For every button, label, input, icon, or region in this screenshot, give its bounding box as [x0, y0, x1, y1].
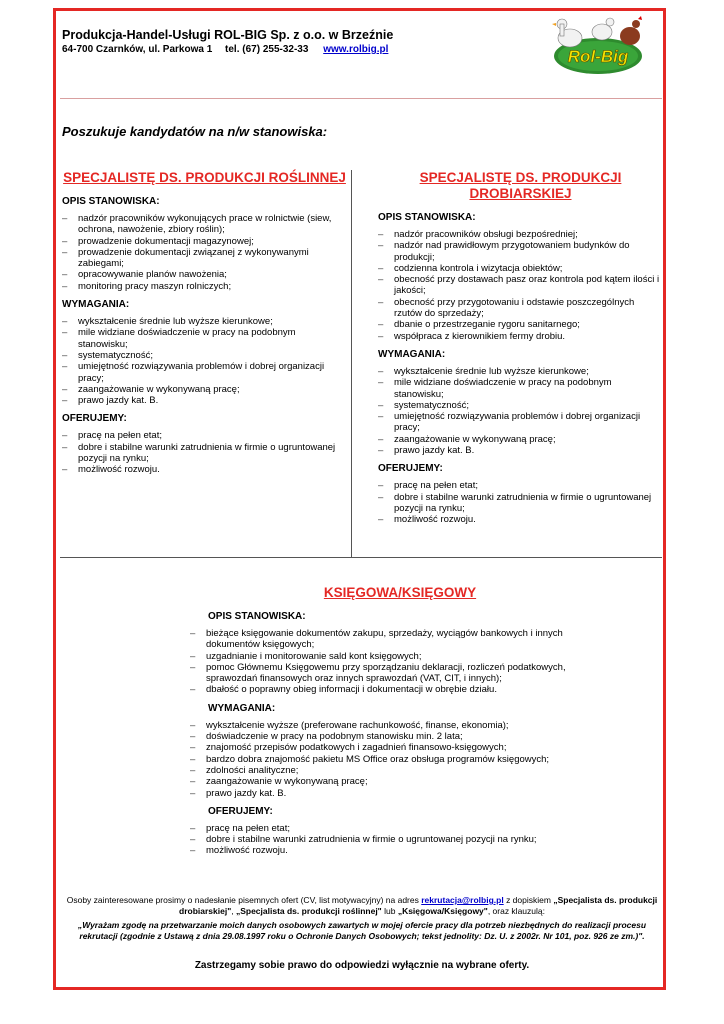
requirements-label: WYMAGANIA:: [208, 702, 276, 714]
list-item: – zdolności analityczne;: [206, 765, 610, 776]
requirements-label: WYMAGANIA:: [378, 348, 446, 360]
offer-list: [62, 430, 347, 475]
recruitment-email-link[interactable]: rekrutacja@rolbig.pl: [421, 895, 504, 905]
job-plant-production: [62, 170, 347, 483]
job-title: KSIĘGOWA/KSIĘGOWY: [323, 585, 477, 600]
list-item: – monitoring pracy maszyn rolniczych;: [78, 281, 347, 292]
offer-label: OFERUJEMY:: [208, 805, 273, 817]
requirements-label: WYMAGANIA:: [62, 299, 130, 311]
list-item: – prawo jazdy kat. B.: [206, 788, 610, 799]
instructions-intro: Osoby zainteresowane prosimy o nadesłanie pisemnych ofert (CV, list motywacyjny) na adres: [66, 895, 419, 905]
list-item: – znajomość przepisów podatkowych i zagadnień finansowo-księgowych;: [206, 742, 610, 753]
company-contact: [62, 44, 388, 55]
list-item: – wykształcenie wyższe (preferowane rachunkowość, finanse, ekonomia);: [206, 720, 610, 731]
offer-list: [190, 823, 610, 857]
list-item: – prowadzenie dokumentacji magazynowej;: [78, 236, 347, 247]
list-item: – współpraca z kierownikiem fermy drobiu.: [394, 331, 663, 342]
job-title: SPECJALISTĘ DS. PRODUKCJI DROBIARSKIEJ: [419, 170, 622, 201]
header-divider: [60, 98, 662, 99]
tag-poultry: „Specjalista ds. produkcji drobiarskiej": [179, 895, 658, 916]
instructions-or: lub: [384, 905, 396, 916]
list-item: – doświadczenie w pracy na podobnym stanowisku min. 2 lata;: [206, 731, 610, 742]
application-instructions: Osoby zainteresowane prosimy o nadesłanie pisemnych ofert (CV, list motywacyjny) na adres rekrutacja@rolbig.pl z dopiskiem „Specjalista ds. produkcji drobiarskiej", „Specjalista ds. produkcji roślinnej" lub „Księgowa/Księgowy", oraz klauzulą:: [66, 895, 658, 916]
list-item: – bardzo dobra znajomość pakietu MS Office oraz obsługa programów księgowych;: [206, 754, 610, 765]
column-divider: [351, 170, 352, 558]
job-poultry-production: [378, 170, 663, 533]
company-name: Produkcja-Handel-Usługi ROL-BIG Sp. z o.o. w Brzeźnie: [62, 28, 394, 42]
list-item: – umiejętność rozwiązywania problemów i dobrej organizacji pracy;: [78, 361, 347, 384]
offer-list: [378, 480, 663, 525]
company-phone: tel. (67) 255-32-33: [225, 44, 309, 55]
list-item: – prawo jazdy kat. B.: [394, 445, 663, 456]
offer-label: OFERUJEMY:: [378, 463, 443, 475]
rolbig-logo: [540, 12, 652, 82]
list-item: – dbałość o poprawny obieg informacji i dokumentacji w obrębie działu.: [206, 684, 610, 695]
company-website-link[interactable]: www.rolbig.pl: [323, 44, 389, 55]
list-item: – pracę na pełen etat;: [78, 430, 347, 441]
list-item: – możliwość rozwoju.: [78, 464, 347, 475]
description-list: [190, 628, 610, 696]
description-list: [378, 229, 663, 342]
list-item: – dobre i stabilne warunki zatrudnienia w firmie o ugruntowanej pozycji na rynku;: [394, 492, 663, 515]
list-item: – prawo jazdy kat. B.: [78, 395, 347, 406]
tag-accountant: „Księgowa/Księgowy": [397, 905, 488, 916]
offer-label: OFERUJEMY:: [62, 413, 127, 425]
description-label: OPIS STANOWISKA:: [208, 611, 306, 622]
list-item: – wykształcenie średnie lub wyższe kierunkowe;: [78, 316, 347, 327]
requirements-list: [190, 720, 610, 799]
page-headline: Poszukuje kandydatów na n/w stanowiska:: [62, 124, 328, 139]
list-item: – dobre i stabilne warunki zatrudnienia w firmie o ugruntowanej pozycji na rynku;: [78, 442, 347, 465]
company-address: 64-700 Czarnków, ul. Parkowa 1: [62, 44, 213, 55]
list-item: – opracowywanie planów nawożenia;: [78, 269, 347, 280]
list-item: – uzgadnianie i monitorowanie sald kont księgowych;: [206, 651, 610, 662]
list-item: – pracę na pełen etat;: [206, 823, 610, 834]
list-item: – obecność przy przygotowaniu i odstawie poszczególnych rzutów do sprzedaży;: [394, 297, 663, 320]
list-item: – pomoc Głównemu Księgowemu przy sporządzaniu deklaracji, rozliczeń podatkowych, sprawozdań finansowych oraz innych sprawozdań (VAT, CIT, i innych);: [206, 662, 610, 685]
tag-plant: „Specjalista ds. produkcji roślinnej": [235, 905, 382, 916]
instructions-end: , oraz klauzulą:: [487, 905, 545, 916]
requirements-list: [62, 316, 347, 406]
list-item: – zaangażowanie w wykonywaną pracę;: [78, 384, 347, 395]
list-item: – dbanie o przestrzeganie rygoru sanitarnego;: [394, 319, 663, 330]
reservation-note: Zastrzegamy sobie prawo do odpowiedzi wyłącznie na wybrane oferty.: [194, 960, 530, 971]
instructions-mid: z dopiskiem: [506, 895, 551, 905]
job-title: SPECJALISTĘ DS. PRODUKCJI ROŚLINNEJ: [63, 170, 346, 185]
requirements-list: [378, 366, 663, 456]
list-item: – dobre i stabilne warunki zatrudnienia w firmie o ugruntowanej pozycji na rynku;: [206, 834, 610, 845]
list-item: – prowadzenie dokumentacji związanej z wykonywanymi zabiegami;: [78, 247, 347, 270]
list-item: – obecność przy dostawach pasz oraz kontrola pod kątem ilości i jakości;: [394, 274, 663, 297]
list-item: – systematyczność;: [394, 400, 663, 411]
data-consent-clause: „Wyrażam zgodę na przetwarzanie moich danych osobowych zawartych w mojej ofercie pracy dla potrzeb niezbędnych do realizacji procesu rekrutacji (zgodnie z Ustawą z dnia 29.08.1997 roku o Ochronie Danych Osobowych; tekst jednolity: Dz. U. z 2002r. Nr 101, poz. 926 ze zm.)".: [77, 920, 647, 941]
description-label: OPIS STANOWISKA:: [62, 196, 160, 207]
list-item: – wykształcenie średnie lub wyższe kierunkowe;: [394, 366, 663, 377]
list-item: – możliwość rozwoju.: [206, 845, 610, 856]
list-item: – bieżące księgowanie dokumentów zakupu, sprzedaży, wyciągów bankowych i innych dokumentów księgowych;: [206, 628, 610, 651]
logo-text: Rol-Big: [567, 47, 629, 66]
list-item: – systematyczność;: [78, 350, 347, 361]
list-item: – nadzór pracowników obsługi bezpośredniej;: [394, 229, 663, 240]
description-list: [62, 213, 347, 292]
job-accountant: [190, 585, 610, 864]
list-item: – codzienna kontrola i wizytacja obiektów;: [394, 263, 663, 274]
list-item: – nadzór nad prawidłowym przygotowaniem budynków do produkcji;: [394, 240, 663, 263]
description-label: OPIS STANOWISKA:: [378, 212, 476, 223]
list-item: – umiejętność rozwiązywania problemów i dobrej organizacji pracy;: [394, 411, 663, 434]
list-item: – zaangażowanie w wykonywaną pracę;: [394, 434, 663, 445]
list-item: – nadzór pracowników wykonujących prace w rolnictwie (siew, ochrona, nawożenie, zbiory roślin);: [78, 213, 347, 236]
list-item: – mile widziane doświadczenie w pracy na podobnym stanowisku;: [78, 327, 347, 350]
list-item: – mile widziane doświadczenie w pracy na podobnym stanowisku;: [394, 377, 663, 400]
section-divider: [60, 557, 662, 558]
list-item: – zaangażowanie w wykonywaną pracę;: [206, 776, 610, 787]
list-item: – możliwość rozwoju.: [394, 514, 663, 525]
list-item: – pracę na pełen etat;: [394, 480, 663, 491]
